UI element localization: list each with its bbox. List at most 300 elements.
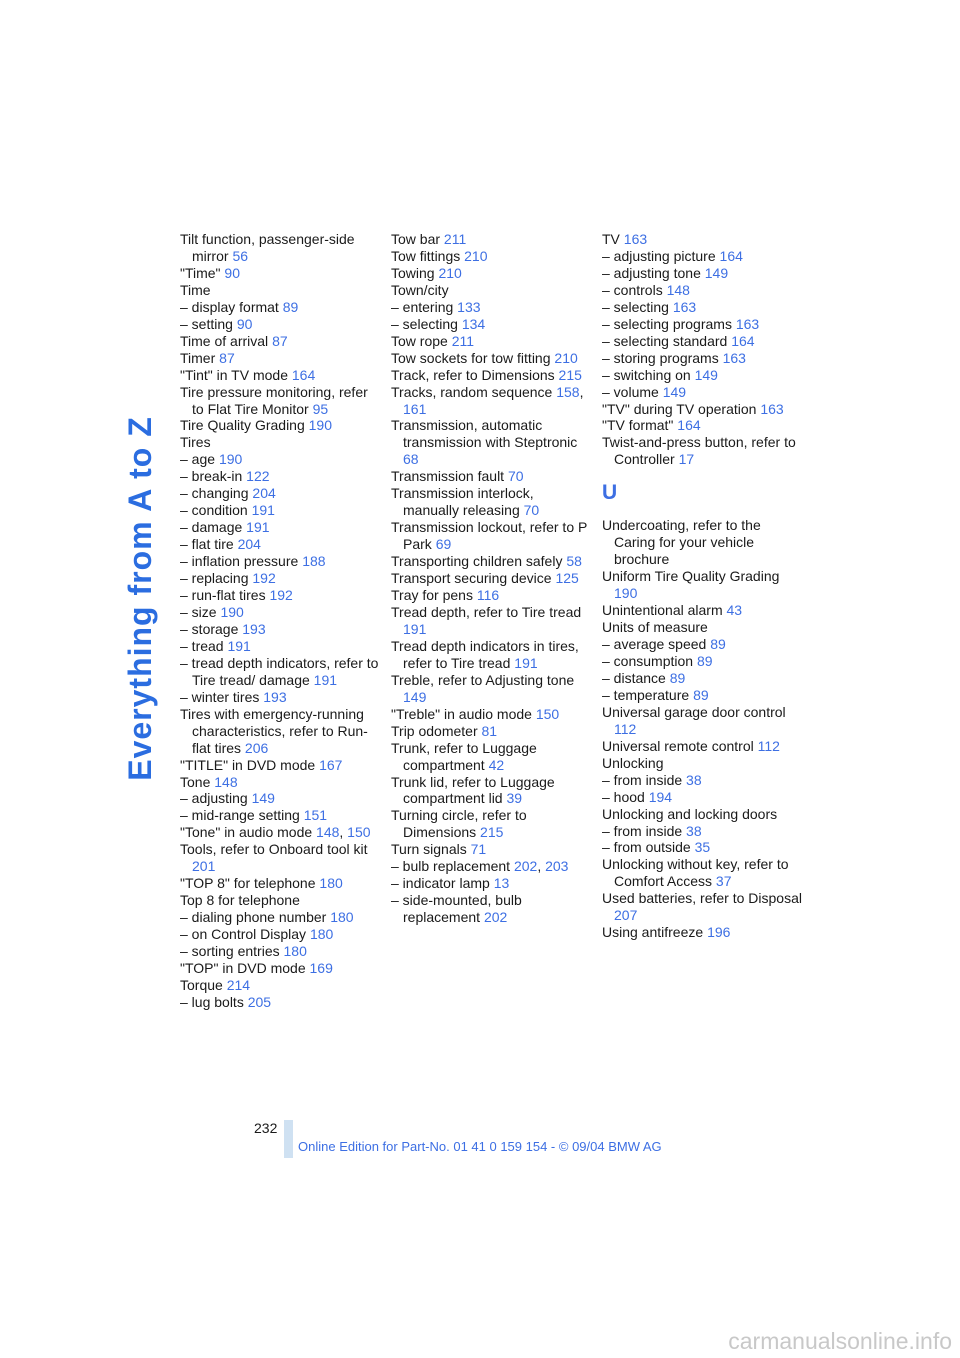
index-entry: [391, 519, 591, 553]
index-entry: [602, 823, 802, 840]
page-reference-link[interactable]: 148: [316, 824, 340, 841]
index-entry-text: Units of measure: [602, 619, 708, 636]
footer-edition-text: Online Edition for Part-No. 01 41 0 159 154 - © 09/04 BMW AG: [298, 1139, 662, 1154]
page-reference-link[interactable]: 89: [710, 636, 726, 653]
page-reference-link[interactable]: 38: [686, 822, 702, 839]
index-entry: [391, 638, 591, 672]
index-entry-text: Trunk, refer to Luggage compartment: [391, 739, 537, 773]
index-entry: [391, 672, 591, 706]
page-reference-link[interactable]: 39: [506, 790, 523, 807]
page-reference-link[interactable]: 150: [347, 824, 371, 841]
index-entry-text: – adjusting: [180, 790, 252, 807]
index-entry: [180, 367, 380, 384]
page-reference-link[interactable]: 214: [226, 976, 251, 993]
page-reference-link[interactable]: 192: [252, 570, 276, 587]
index-column-2: [391, 231, 591, 926]
index-entry-text: Treble, refer to Adjusting tone: [391, 671, 575, 688]
index-entry-text: – winter tires: [180, 688, 264, 705]
index-entry: [602, 755, 802, 772]
index-entry-text: – storage: [180, 620, 243, 637]
index-entry-text: – on Control Display: [180, 926, 310, 943]
page-reference-link[interactable]: 68: [403, 451, 419, 468]
page-reference-link[interactable]: 90: [236, 315, 253, 332]
index-entry: [602, 924, 802, 941]
index-entry-text: Tracks, random sequence: [391, 383, 557, 400]
index-entry: [602, 401, 802, 418]
page-reference-link[interactable]: 161: [403, 400, 427, 417]
index-entry-text: – storing programs: [602, 349, 723, 366]
index-entry-text: Tire pressure monitoring, refer to Flat Tire Monitor: [180, 383, 368, 417]
index-entry-text: Track, refer to Dimensions: [391, 366, 559, 383]
index-entry: [391, 282, 591, 299]
index-entry-text: Unlocking: [602, 754, 664, 771]
page-reference-link[interactable]: 203: [545, 858, 569, 875]
index-entry-text: – setting: [180, 315, 237, 332]
page-reference-link[interactable]: 71: [470, 841, 487, 858]
index-entry: [602, 670, 802, 687]
index-entry-text: Tires with emergency-running characteristics, refer to Run-flat tires: [180, 705, 368, 756]
index-entry-text: Tread depth, refer to Tire tread: [391, 603, 582, 620]
page-reference-link[interactable]: 191: [251, 502, 275, 519]
index-entry: [180, 333, 380, 350]
index-entry: [602, 789, 802, 806]
footer-accent-bar: [284, 1120, 293, 1158]
index-entry: [391, 706, 591, 723]
index-entry: [391, 553, 591, 570]
index-entry-text: Tire Quality Grading: [180, 417, 309, 434]
index-entry-text: "Tone" in audio mode: [180, 824, 317, 841]
index-entry-text: – selecting programs: [602, 315, 736, 332]
page-reference-link[interactable]: 205: [247, 993, 272, 1010]
index-entry-text: – flat tire: [180, 536, 238, 553]
index-entry: "Tone" in audio mode 148, 150: [180, 824, 371, 841]
index-entry-text: – selecting: [602, 298, 673, 315]
index-entry: [391, 265, 591, 282]
page-reference-link[interactable]: 191: [403, 620, 427, 637]
index-entry: [180, 638, 380, 655]
index-entry-text: Uniform Tire Quality Grading: [602, 568, 780, 585]
index-entry: [602, 265, 802, 282]
index-entry-text: – changing: [180, 485, 253, 502]
index-entry-text: – mid-range setting: [180, 807, 304, 824]
index-entry-text: – replacing: [180, 570, 253, 587]
index-entry: [602, 517, 802, 568]
index-entry-text: Tow bar: [391, 231, 444, 247]
page-reference-link[interactable]: 190: [218, 451, 243, 468]
page-reference-link[interactable]: 148: [214, 773, 238, 790]
page-reference-link[interactable]: 193: [263, 688, 287, 705]
page-reference-link[interactable]: 211: [451, 332, 475, 349]
index-entry: [180, 960, 380, 977]
index-entry: [602, 619, 802, 636]
index-entry: [391, 841, 591, 858]
index-entry-text: TV: [602, 231, 624, 247]
page-reference-link[interactable]: 188: [302, 553, 326, 570]
index-entry-text: – damage: [180, 519, 247, 536]
index-entry: [602, 434, 802, 468]
index-entry: [180, 265, 380, 282]
index-entry-text: Unlocking without key, refer to Comfort Access: [602, 856, 789, 890]
index-entry-text: Time: [180, 281, 211, 298]
page-reference-link[interactable]: 35: [694, 839, 711, 856]
page-reference-link[interactable]: 89: [669, 669, 686, 686]
index-entry-text: – from outside: [602, 839, 695, 856]
index-entry: [391, 807, 591, 841]
page-reference-link[interactable]: 210: [464, 247, 488, 264]
index-entry: [180, 994, 380, 1011]
index-entry: [602, 704, 802, 738]
index-entry-text: – break-in: [180, 468, 247, 485]
index-entry-text: – indicator lamp: [391, 875, 494, 892]
page-reference-link[interactable]: 112: [614, 720, 637, 737]
index-entry: [602, 568, 802, 602]
index-entry-text: Unintentional alarm: [602, 602, 727, 619]
page-reference-link[interactable]: 69: [435, 536, 452, 553]
index-entry: – bulb replacement 202, 203: [391, 858, 569, 875]
index-entry-text: – tread depth indicators, refer to Tire tread/ damage: [180, 654, 379, 688]
index-entry: [180, 926, 380, 943]
page-reference-link[interactable]: 180: [319, 875, 343, 892]
index-entry-text: – selecting standard: [602, 332, 732, 349]
index-entry: [602, 636, 802, 653]
index-entry: [180, 604, 380, 621]
index-entry: [391, 333, 591, 350]
index-entry-text: Transmission fault: [391, 468, 508, 485]
page-reference-link[interactable]: 215: [480, 824, 504, 841]
page-reference-link[interactable]: 95: [312, 400, 329, 417]
index-entry: [180, 350, 380, 367]
page-reference-link[interactable]: 167: [319, 756, 343, 773]
index-entry-text: – dialing phone number: [180, 909, 331, 926]
index-entry-text: Transmission interlock, manually releasing: [391, 485, 534, 519]
index-entry-text: Town/city: [391, 281, 449, 298]
index-entry-text: Top 8 for telephone: [180, 892, 300, 909]
index-entry-text: "Treble" in audio mode: [391, 705, 536, 722]
page-reference-link[interactable]: 116: [476, 587, 500, 604]
index-entry: [602, 333, 802, 350]
page-reference-link[interactable]: 190: [614, 585, 638, 602]
index-entry: [602, 653, 802, 670]
index-entry-text: – inflation pressure: [180, 553, 303, 570]
section-side-title-container: [90, 228, 190, 968]
index-entry-text: – bulb replacement: [391, 858, 514, 875]
index-entry: [180, 621, 380, 638]
index-entry: [602, 282, 802, 299]
index-entry: [180, 875, 380, 892]
index-entry: [602, 384, 802, 401]
index-entry-text: Tools, refer to Onboard tool kit: [180, 841, 368, 858]
page-reference-link[interactable]: 163: [722, 349, 746, 366]
index-entry-text: – display format: [180, 298, 283, 315]
page-reference-link[interactable]: 191: [514, 654, 538, 671]
index-entry: [180, 757, 380, 774]
index-entry: [180, 384, 380, 418]
page-reference-link[interactable]: 89: [282, 298, 299, 315]
index-entry: [180, 774, 380, 791]
index-entry: [602, 738, 802, 755]
index-entry-text: Trunk lid, refer to Luggage compartment lid: [391, 773, 555, 807]
index-entry-text: Using antifreeze: [602, 924, 708, 941]
index-entry: [180, 502, 380, 519]
index-entry-text: – size: [180, 603, 221, 620]
index-entry-text: – entering: [391, 298, 458, 315]
page-reference-link[interactable]: 42: [488, 756, 505, 773]
index-entry: Tracks, random sequence 158, 161: [391, 383, 584, 417]
index-entry-text: Universal garage door control: [602, 703, 786, 720]
index-entry: [180, 977, 380, 994]
page-reference-link[interactable]: 149: [403, 688, 427, 705]
letter-heading-u: U: [602, 481, 618, 505]
index-entry-text: Transmission lockout, refer to P Park: [391, 519, 588, 553]
index-entry-text: Tone: [180, 773, 215, 790]
index-entry-text: – switching on: [602, 366, 695, 383]
index-entry: [602, 316, 802, 333]
index-entry-text: Tread depth indicators in tires, refer to Tire tread: [391, 637, 579, 671]
index-entry-text: Tray for pens: [391, 587, 477, 604]
page-reference-link[interactable]: 180: [283, 943, 307, 960]
index-entry-text: "TV format": [602, 417, 678, 434]
index-entry: [180, 909, 380, 926]
index-entry: [180, 316, 380, 333]
page-number: 232: [254, 1120, 278, 1136]
index-entry-text: Tires: [180, 434, 211, 451]
page-reference-link[interactable]: 207: [614, 907, 638, 924]
index-entry-text: – temperature: [602, 686, 694, 703]
page-reference-link[interactable]: 43: [726, 602, 743, 619]
index-entry: [180, 790, 380, 807]
index-entry: [180, 434, 380, 451]
page-reference-link[interactable]: 169: [309, 959, 333, 976]
index-entry-text: Twist-and-press button, refer to Controller: [602, 434, 796, 468]
index-entry: [391, 774, 591, 808]
index-entry-text: Time of arrival: [180, 332, 273, 349]
index-entry: [391, 231, 591, 248]
page-reference-link[interactable]: 190: [220, 603, 244, 620]
index-entry: [391, 570, 591, 587]
page-reference-link[interactable]: 164: [731, 332, 755, 349]
index-entry: [180, 519, 380, 536]
index-entry: [180, 299, 380, 316]
index-entry-text: Tilt function, passenger-side mirror: [180, 231, 355, 264]
index-entry-text: – age: [180, 451, 219, 468]
index-entry: [391, 485, 591, 519]
page-reference-link[interactable]: 81: [481, 722, 498, 739]
index-entry-text: Transporting children safely: [391, 553, 567, 570]
index-entry: [391, 875, 591, 892]
page-reference-link[interactable]: 58: [566, 553, 582, 570]
index-entry-text: – run-flat tires: [180, 587, 270, 604]
index-entry: [602, 890, 802, 924]
index-entry: [602, 299, 802, 316]
index-entry: [602, 367, 802, 384]
index-entry: [180, 841, 380, 875]
index-entry-text: "TV" during TV operation: [602, 400, 761, 417]
index-column-1: [180, 231, 380, 1011]
page-reference-link[interactable]: 38: [686, 771, 702, 788]
page-reference-link[interactable]: 133: [457, 298, 481, 315]
index-entry-text: – from inside: [602, 771, 687, 788]
page-reference-link[interactable]: 180: [330, 909, 354, 926]
index-entry: [180, 468, 380, 485]
index-entry: [180, 943, 380, 960]
page-reference-link[interactable]: 149: [694, 366, 718, 383]
index-entry: [391, 892, 591, 926]
index-entry-text: "TOP 8" for telephone: [180, 875, 320, 892]
index-entry-text: – distance: [602, 669, 670, 686]
index-entry-text: "TOP" in DVD mode: [180, 959, 310, 976]
page-reference-link[interactable]: 134: [461, 315, 486, 332]
index-entry-text: – consumption: [602, 652, 697, 669]
index-entry-text: Turning circle, refer to Dimensions: [391, 807, 527, 841]
page-reference-link[interactable]: 193: [242, 620, 266, 637]
index-list-u: [602, 517, 802, 941]
index-entry: [391, 468, 591, 485]
index-entry-text: Unlocking and locking doors: [602, 805, 778, 822]
page-reference-link[interactable]: 89: [693, 686, 709, 703]
index-entry-text: – lug bolts: [180, 993, 248, 1010]
index-entry-text: "TITLE" in DVD mode: [180, 756, 320, 773]
index-entry-text: Used batteries, refer to Disposal: [602, 890, 802, 907]
index-entry: [391, 723, 591, 740]
index-list-t: [602, 231, 802, 468]
page-reference-link[interactable]: 150: [535, 705, 560, 722]
index-entry: [180, 689, 380, 706]
page-reference-link[interactable]: 215: [558, 366, 582, 383]
page-reference-link[interactable]: 89: [696, 652, 713, 669]
index-entry-text: Tow fittings: [391, 247, 465, 264]
page-reference-link[interactable]: 87: [272, 332, 288, 349]
page-reference-link[interactable]: 202: [483, 909, 508, 926]
page-reference-link[interactable]: 191: [246, 519, 270, 536]
index-entry-text: Transport securing device: [391, 570, 556, 587]
index-entry: [391, 367, 591, 384]
index-entry: [180, 553, 380, 570]
index-entry-text: – sorting entries: [180, 943, 284, 960]
page-reference-link[interactable]: 201: [192, 858, 216, 875]
page-reference-link[interactable]: 151: [303, 807, 328, 824]
index-entry: [602, 350, 802, 367]
page-reference-link[interactable]: 204: [252, 485, 276, 502]
page-reference-link[interactable]: 204: [237, 536, 261, 553]
index-entry: [180, 706, 380, 757]
page-reference-link[interactable]: 164: [719, 247, 743, 264]
index-entry: [391, 316, 591, 333]
index-entry: [391, 248, 591, 265]
index-entry: [602, 417, 802, 434]
page-reference-link[interactable]: 210: [554, 349, 578, 366]
index-entry-text: Undercoating, refer to the Caring for your vehicle brochure: [602, 517, 761, 568]
index-entry: [602, 856, 802, 890]
page-reference-link[interactable]: 70: [523, 502, 540, 519]
page-reference-link[interactable]: 164: [291, 366, 316, 383]
page-reference-link[interactable]: 149: [251, 790, 275, 807]
index-entry-text: – controls: [602, 281, 667, 298]
index-entry: [602, 772, 802, 789]
page-reference-link[interactable]: 191: [227, 637, 251, 654]
page-reference-link[interactable]: 56: [232, 247, 249, 264]
page-reference-link[interactable]: 149: [662, 383, 687, 400]
index-entry-text: Timer: [180, 349, 220, 366]
page-reference-link[interactable]: 90: [224, 264, 240, 281]
index-entry: [391, 350, 591, 367]
index-entry-text: Turn signals: [391, 841, 471, 858]
index-entry: [180, 417, 380, 434]
index-entry-text: – tread: [180, 637, 228, 654]
index-entry-text: Torque: [180, 976, 227, 993]
index-entry-text: – hood: [602, 788, 649, 805]
index-entry-text: – adjusting tone: [602, 264, 705, 281]
page-reference-link[interactable]: 37: [715, 873, 732, 890]
index-entry-text: "Time": [180, 264, 225, 281]
index-entry-text: – selecting: [391, 315, 462, 332]
index-entry: [180, 570, 380, 587]
section-side-title: Everything from A to Z: [121, 415, 158, 781]
page-reference-link[interactable]: 149: [704, 264, 729, 281]
index-entry: [180, 655, 380, 689]
page-reference-link[interactable]: 206: [244, 739, 269, 756]
index-entry: [602, 248, 802, 265]
index-entry: [180, 536, 380, 553]
index-entry: [180, 892, 380, 909]
index-entry: [602, 839, 802, 856]
page-reference-link[interactable]: 210: [438, 264, 462, 281]
index-entry-text: Tow sockets for tow fitting: [391, 349, 555, 366]
index-entry-text: – from inside: [602, 822, 687, 839]
index-entry-text: Transmission, automatic transmission with Steptronic: [391, 417, 578, 451]
page-reference-link[interactable]: 163: [760, 400, 784, 417]
page-reference-link[interactable]: 194: [648, 788, 673, 805]
page-reference-link[interactable]: 17: [678, 451, 695, 468]
page-reference-link[interactable]: 196: [707, 924, 731, 941]
index-column-3: [602, 231, 802, 941]
index-entry-text: Trip odometer: [391, 722, 482, 739]
page-reference-link[interactable]: 70: [507, 468, 524, 485]
index-entry: [180, 282, 380, 299]
index-entry: [391, 587, 591, 604]
index-entry: [391, 604, 591, 638]
page-reference-link[interactable]: 211: [443, 231, 467, 247]
page-reference-link[interactable]: 13: [493, 875, 510, 892]
index-entry-text: Universal remote control: [602, 737, 758, 754]
index-entry-text: – adjusting picture: [602, 247, 720, 264]
page-reference-link[interactable]: 125: [555, 570, 579, 587]
page-reference-link[interactable]: 190: [308, 417, 332, 434]
page-reference-link[interactable]: 148: [666, 281, 690, 298]
page-reference-link[interactable]: 192: [269, 587, 293, 604]
index-entry: [602, 806, 802, 823]
page-reference-link[interactable]: 122: [246, 468, 270, 485]
page-reference-link[interactable]: 163: [672, 298, 697, 315]
page-reference-link[interactable]: 191: [313, 671, 338, 688]
page-reference-link[interactable]: 180: [309, 926, 334, 943]
index-entry: [180, 451, 380, 468]
page-reference-link[interactable]: 112: [757, 737, 780, 754]
index-entry: [391, 740, 591, 774]
page-reference-link[interactable]: 163: [735, 315, 760, 332]
index-entry: [602, 602, 802, 619]
index-entry-text: Tow rope: [391, 332, 452, 349]
index-entry: [391, 417, 591, 468]
page-reference-link[interactable]: 164: [677, 417, 701, 434]
index-entry: [602, 231, 802, 248]
index-entry: [180, 807, 380, 824]
index-entry: [180, 485, 380, 502]
page-reference-link[interactable]: 158: [556, 383, 580, 400]
page-reference-link[interactable]: 202: [513, 858, 538, 875]
page-reference-link[interactable]: 87: [219, 349, 235, 366]
page-reference-link[interactable]: 163: [623, 231, 648, 247]
index-entry-text: – condition: [180, 502, 252, 519]
